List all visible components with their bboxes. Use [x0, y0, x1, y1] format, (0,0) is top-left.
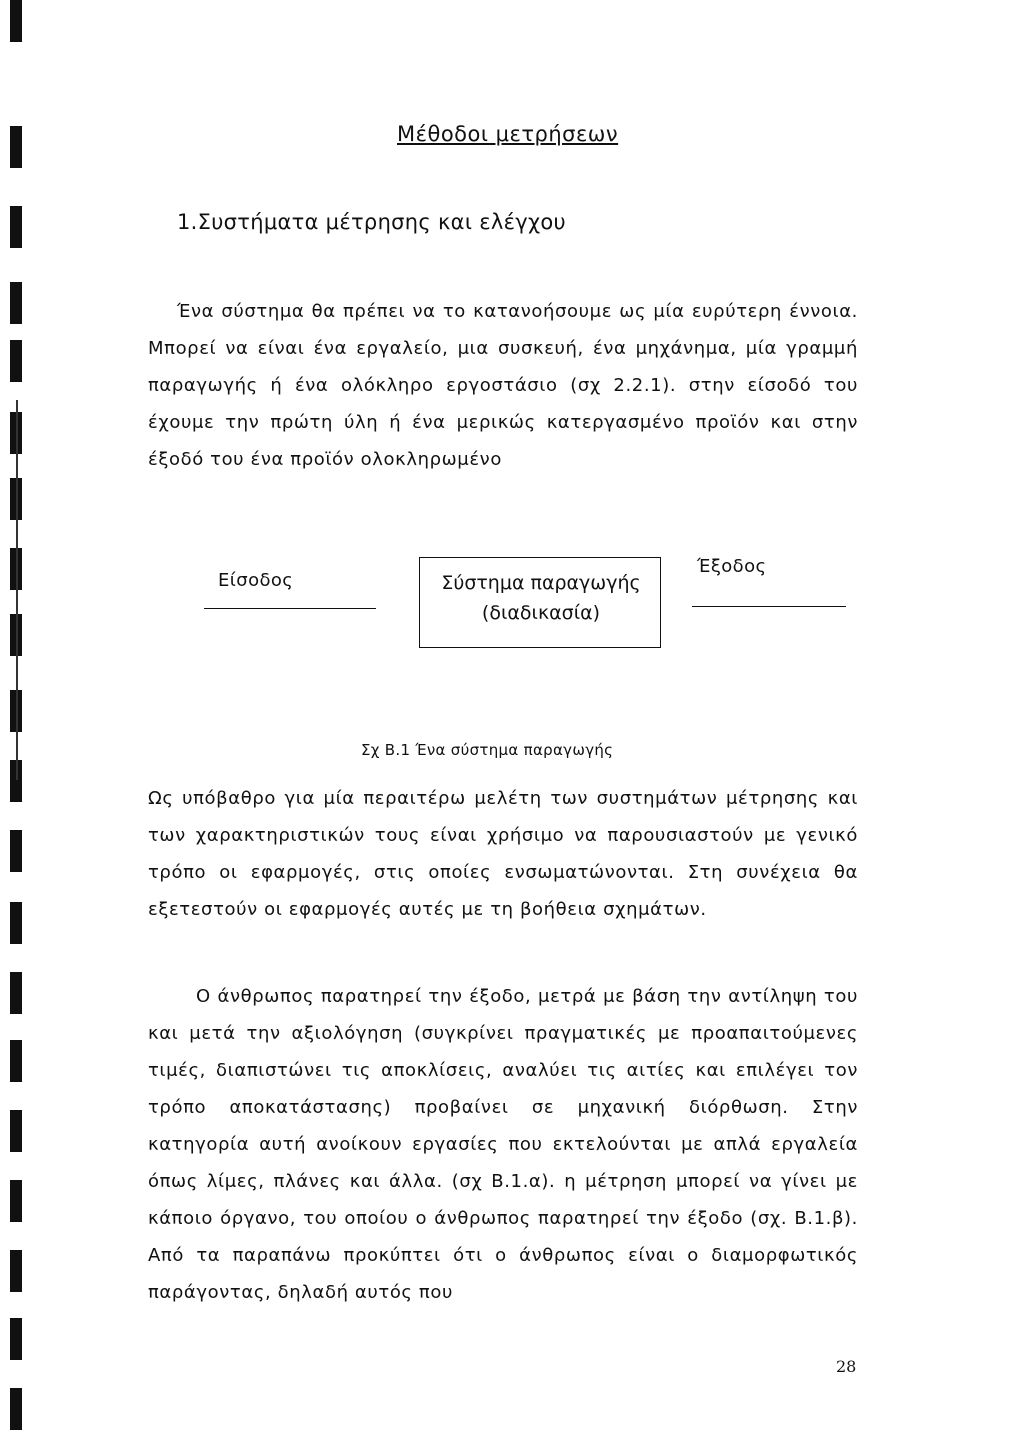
section-heading: 1.Συστήματα μέτρησης και ελέγχου	[177, 210, 566, 234]
output-line	[692, 606, 846, 607]
binding-mark	[10, 1388, 22, 1430]
binding-mark	[10, 830, 22, 872]
paragraph-2: Ως υπόβαθρο για μία περαιτέρω μελέτη των συστημάτων μέτρησης και των χαρακτηριστικών τους είναι χρήσιμο να παρουσιαστούν με γενικό τρόπο οι εφαρμογές, στις οποίες ενσωματώνονται. Στη συνέχεια θα εξετεστούν οι εφαρμογές αυτές με τη βοήθεια σχημάτων.	[148, 788, 858, 920]
binding-mark	[10, 972, 22, 1014]
system-box	[419, 557, 661, 648]
binding-mark	[10, 1040, 22, 1082]
binding-edge	[10, 0, 22, 1441]
binding-mark	[10, 126, 22, 168]
binding-mark	[10, 340, 22, 382]
system-box-title: Σύστημα παραγωγής	[441, 572, 641, 594]
binding-mark	[10, 1180, 22, 1222]
input-line	[204, 608, 376, 609]
binding-mark	[10, 0, 22, 42]
diagram-input-label: Είσοδος	[218, 570, 294, 591]
binding-mark	[10, 1250, 22, 1292]
binding-mark	[10, 902, 22, 944]
production-system-diagram	[0, 540, 1024, 660]
paragraph-3: Ο άνθρωπος παρατηρεί την έξοδο, μετρά με βάση την αντίληψη του και μετά την αξιολόγηση (συγκρίνει πραγματικές με προαπαιτούμενες τιμές, διαπιστώνει τις αποκλίσεις, αναλύει τις αιτίες και επιλέγει τον τρόπο αποκατάστασης) προβαίνει σε μηχανική διόρθωση. Στην κατηγορία αυτή ανοίκουν εργασίες που εκτελούνται με απλά εργαλεία όπως λίμες, πλάνες και άλλα. (σχ Β.1.α). η μέτρηση μπορεί να γίνει με κάποιο όργανο, του οποίου ο άνθρωπος παρατηρεί την έξοδο (σχ. Β.1.β). Από τα παραπάνω προκύπτει ότι ο άνθρωπος είναι ο διαμορφωτικός παράγοντας, δηλαδή αυτός που	[148, 986, 858, 1303]
page-number: 28	[836, 1357, 857, 1376]
binding-mark	[10, 282, 22, 324]
system-box-subtitle: (διαδικασία)	[481, 602, 601, 624]
binding-mark	[10, 1318, 22, 1360]
paragraph-intro: Ένα σύστημα θα πρέπει να το κατανοήσουμε ως μία ευρύτερη έννοια. Μπορεί να είναι ένα εργαλείο, μια συσκευή, ένα μηχάνημα, μία γραμμή παραγωγής ή ένα ολόκληρο εργοστάσιο (σχ 2.2.1). στην είσοδό του έχουμε την πρώτη ύλη ή ένα μερικώς κατεργασμένο προϊόν και στην έξοδό του ένα προϊόν ολοκληρωμένο	[148, 301, 858, 470]
binding-mark	[10, 1110, 22, 1152]
figure-caption: Σχ Β.1 Ένα σύστημα παραγωγής	[361, 741, 614, 759]
diagram-output-label: Έξοδος	[697, 556, 767, 577]
binding-mark	[10, 206, 22, 248]
page-title: Μέθοδοι μετρήσεων	[397, 122, 619, 146]
